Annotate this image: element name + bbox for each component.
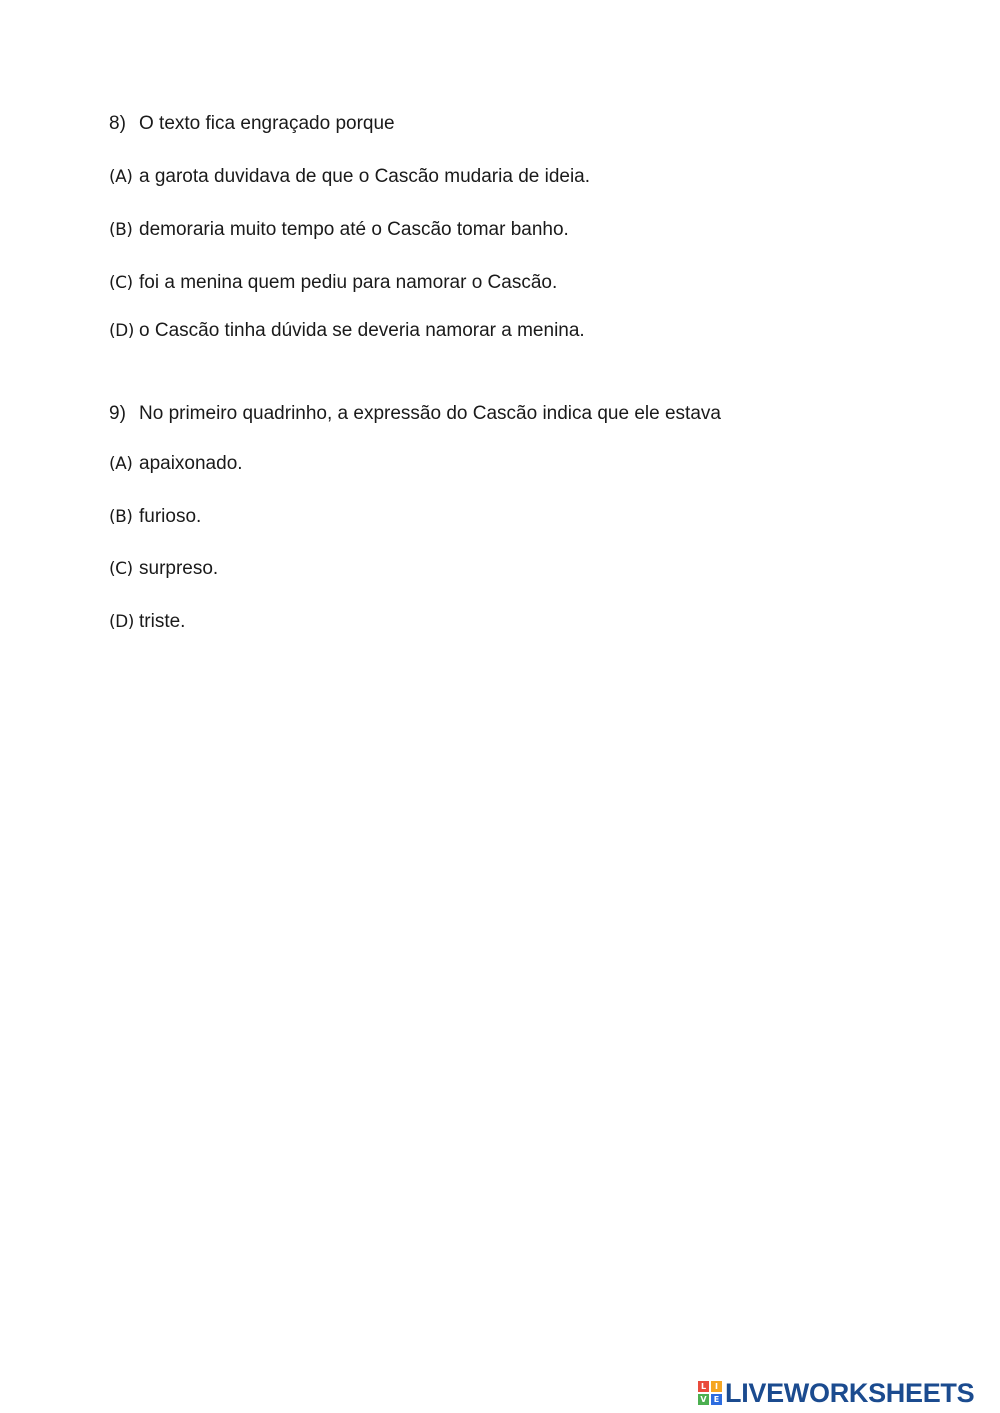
logo-mark-v: V — [698, 1394, 709, 1405]
option-text: a garota duvidava de que o Cascão mudaria de ideia. — [139, 166, 591, 187]
question-9-text: No primeiro quadrinho, a expressão do Cascão indica que ele estava — [139, 403, 721, 424]
option-letter: (A) — [109, 167, 133, 187]
option-letter: (C) — [109, 273, 133, 293]
question-8-option-c — [109, 271, 557, 295]
question-8-option-d — [109, 319, 585, 343]
option-letter: (A) — [109, 454, 133, 474]
option-letter: (C) — [109, 559, 133, 579]
option-text: demoraria muito tempo até o Cascão tomar banho. — [139, 219, 569, 240]
question-9-number: 9) — [109, 403, 126, 424]
option-text: foi a menina quem pediu para namorar o Cascão. — [139, 272, 558, 293]
logo-mark-e: E — [711, 1394, 722, 1405]
question-9-option-a — [109, 452, 243, 476]
option-text: o Cascão tinha dúvida se deveria namorar a menina. — [139, 320, 585, 341]
logo-mark-i: I — [711, 1381, 722, 1392]
question-8-number: 8) — [109, 113, 126, 134]
option-text: triste. — [139, 611, 186, 632]
option-letter: (D) — [109, 612, 134, 632]
question-9-option-c — [109, 557, 218, 581]
question-9-prompt — [109, 402, 721, 426]
question-8-option-a — [109, 165, 590, 189]
option-letter: (B) — [109, 507, 133, 527]
logo-mark-l: L — [698, 1381, 709, 1392]
option-text: surpreso. — [139, 558, 219, 579]
question-8-text: O texto fica engraçado porque — [139, 113, 395, 134]
question-9-option-b — [109, 505, 201, 529]
liveworksheets-brand-text: LIVEWORKSHEETS — [725, 1377, 975, 1408]
liveworksheets-logo-icon — [698, 1381, 722, 1405]
option-letter: (D) — [109, 321, 134, 341]
option-letter: (B) — [109, 220, 133, 240]
question-9-option-d — [109, 610, 185, 634]
option-text: apaixonado. — [139, 453, 243, 474]
option-text: furioso. — [139, 506, 202, 527]
question-8-prompt — [109, 112, 395, 136]
liveworksheets-logo — [698, 1378, 974, 1408]
question-8-option-b — [109, 218, 569, 242]
